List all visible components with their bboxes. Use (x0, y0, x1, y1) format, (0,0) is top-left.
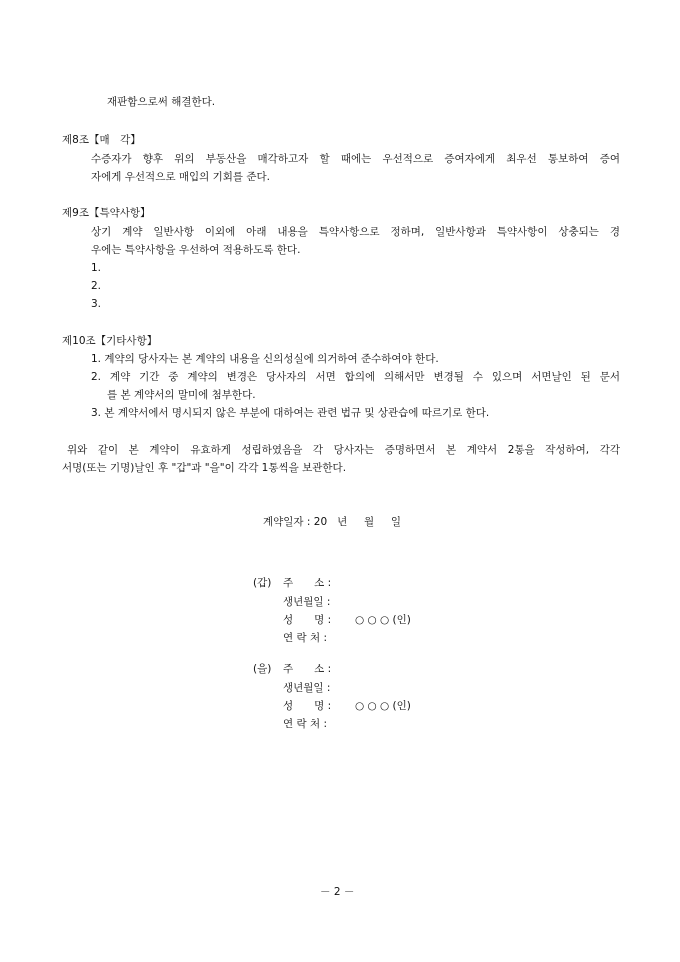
article-8-line-2: 자에게 우선적으로 매입의 기회를 준다. (91, 171, 270, 183)
party-b-tag: (을) (253, 663, 272, 675)
continuation-text: 재판함으로써 해결한다. (107, 96, 216, 108)
contract-date: 계약일자 : 20 년 월 일 (263, 516, 401, 528)
closing-line-1: 위와 같이 본 계약이 유효하게 성립하였음을 각 당사자는 증명하면서 본 계약서 2통을 작성하여, 각각 (67, 444, 620, 456)
party-a-name-value: ○ ○ ○ (인) (355, 614, 411, 626)
party-a-birth-label: 생년월일 : (283, 596, 331, 608)
article-9-item-3: 3. (91, 298, 102, 310)
party-b-address-label: 주 소 : (283, 663, 332, 675)
party-b-contact-label: 연 락 처 : (283, 718, 327, 730)
party-b-name-label: 성 명 : (283, 700, 332, 712)
party-a-name-label: 성 명 : (283, 614, 332, 626)
article-9-line-2: 우에는 특약사항을 우선하여 적용하도록 한다. (91, 244, 301, 256)
article-9-item-2: 2. (91, 280, 102, 292)
article-9-title: 제9조【특약사항】 (62, 207, 151, 219)
article-10-item-1: 1. 계약의 당사자는 본 계약의 내용을 신의성실에 의거하여 준수하여야 한다. (91, 353, 439, 365)
party-a-tag: (갑) (253, 577, 272, 589)
article-10-item-2-line-1: 2. 계약 기간 중 계약의 변경은 당사자의 서면 합의에 의해서만 변경될 수 있으며 서면날인 된 문서 (91, 371, 620, 383)
article-10-item-2-line-2: 를 본 계약서의 말미에 첨부한다. (107, 389, 256, 401)
closing-line-2: 서명(또는 기명)날인 후 "갑"과 "을"이 각각 1통씩을 보관한다. (62, 462, 347, 474)
article-10-title: 제10조【기타사항】 (62, 335, 158, 347)
article-8-title: 제8조【매 각】 (62, 134, 141, 146)
article-9-item-1: 1. (91, 262, 102, 274)
party-b-name-value: ○ ○ ○ (인) (355, 700, 411, 712)
party-b-birth-label: 생년월일 : (283, 682, 331, 694)
party-a-address-label: 주 소 : (283, 577, 332, 589)
party-a-contact-label: 연 락 처 : (283, 632, 327, 644)
page-number: － 2 － (320, 886, 355, 898)
article-9-line-1: 상기 계약 일반사항 이외에 아래 내용을 특약사항으로 정하며, 일반사항과 특약사항이 상충되는 경 (91, 226, 620, 238)
article-10-item-3: 3. 본 계약서에서 명시되지 않은 부분에 대하여는 관련 법규 및 상관습에 따르기로 한다. (91, 407, 490, 419)
article-8-line-1: 수증자가 향후 위의 부동산을 매각하고자 할 때에는 우선적으로 증여자에게 최우선 통보하여 증여 (91, 153, 620, 165)
